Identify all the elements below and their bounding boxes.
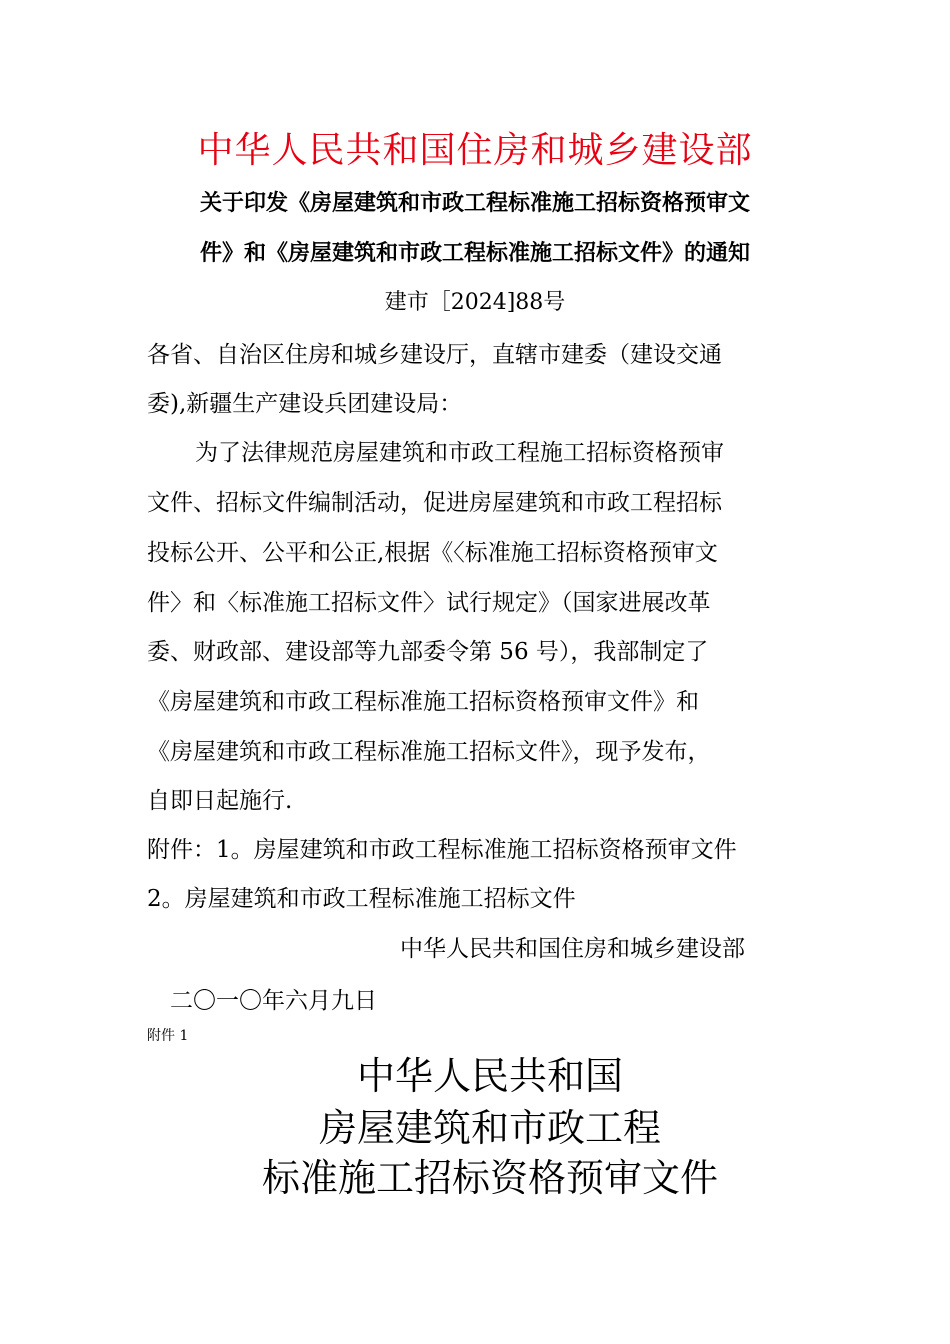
attachment-list-item-1: 附件：1。房屋建筑和市政工程标准施工招标资格预审文件: [147, 837, 737, 863]
attachment-title-line-1: 中华人民共和国: [356, 1054, 623, 1098]
issue-date: 二〇一〇年六月九日: [170, 988, 377, 1014]
attachment-title-line-3: 标准施工招标资格预审文件: [261, 1156, 718, 1200]
ministry-header: 中华人民共和国住房和城乡建设部: [197, 130, 753, 171]
document-number: 建市［2024]88号: [384, 290, 566, 315]
notice-title-line-2: 件》和《房屋建筑和市政工程标准施工招标文件》的通知: [199, 241, 750, 266]
paragraph-line-1: 为了法律规范房屋建筑和市政工程施工招标资格预审: [195, 440, 724, 466]
paragraph-line-8: 自即日起施行.: [147, 788, 293, 814]
paragraph-line-3: 投标公开、公平和公正,根据《〈标准施工招标资格预审文: [147, 540, 718, 566]
signature: 中华人民共和国住房和城乡建设部: [400, 936, 745, 962]
attachment-label: 附件 1: [147, 1028, 189, 1044]
paragraph-line-7: 《房屋建筑和市政工程标准施工招标文件》，现予发布，: [147, 739, 711, 765]
paragraph-line-2: 文件、招标文件编制活动，促进房屋建筑和市政工程招标: [147, 490, 722, 516]
attachment-list-item-2: 2。房屋建筑和市政工程标准施工招标文件: [147, 886, 576, 912]
addressee-line-2: 委),新疆生产建设兵团建设局：: [147, 391, 463, 417]
paragraph-line-6: 《房屋建筑和市政工程标准施工招标资格预审文件》和: [147, 689, 699, 715]
paragraph-line-4: 件〉和〈标准施工招标文件〉试行规定》（国家进展改革: [147, 590, 711, 616]
attachment-title-line-2: 房屋建筑和市政工程: [318, 1106, 661, 1150]
notice-title-line-1: 关于印发《房屋建筑和市政工程标准施工招标资格预审文: [199, 191, 750, 216]
paragraph-line-5: 委、财政部、建设部等九部委令第 56 号），我部制定了: [147, 639, 709, 665]
addressee-line-1: 各省、自治区住房和城乡建设厅，直辖市建委（建设交通: [147, 342, 722, 368]
